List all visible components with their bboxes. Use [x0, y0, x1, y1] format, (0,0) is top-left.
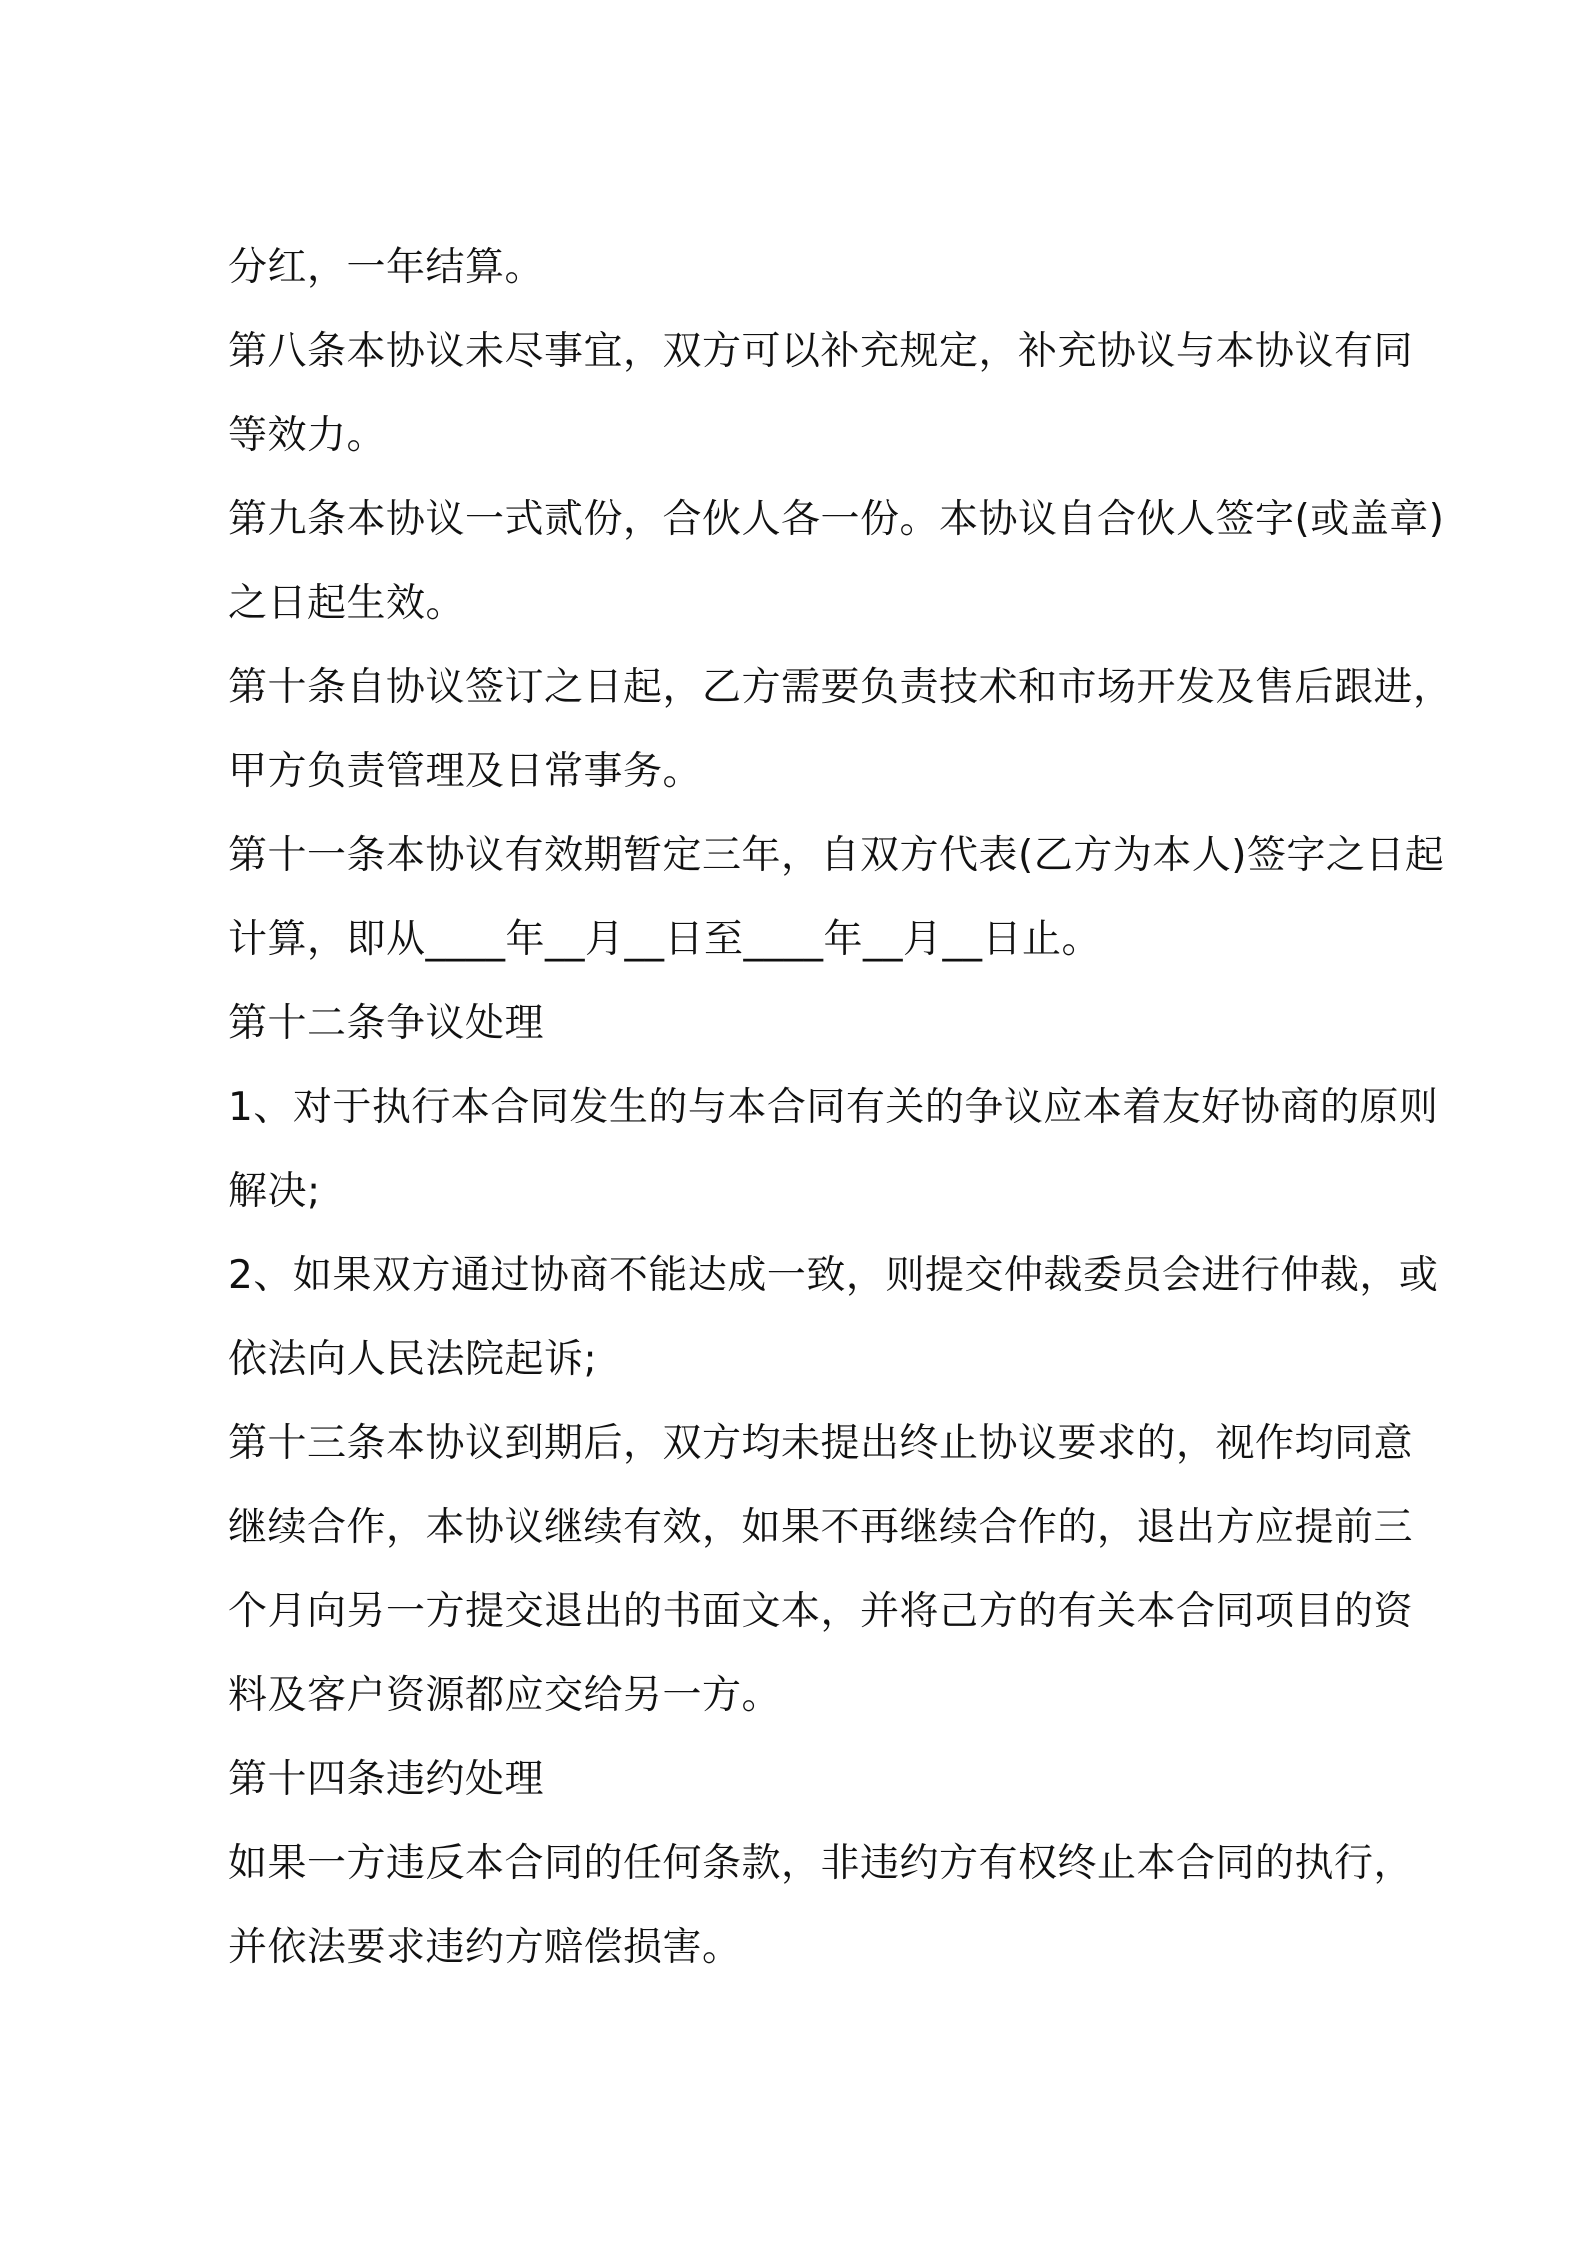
- text-line: 继续合作，本协议继续有效，如果不再继续合作的，退出方应提前三: [228, 1505, 1414, 1550]
- text-line: 料及客户资源都应交给另一方。: [228, 1673, 782, 1718]
- text-line: 等效力。: [228, 413, 387, 458]
- section-heading: 第十四条违约处理: [228, 1757, 545, 1802]
- text-line: 并依法要求违约方赔偿损害。: [228, 1925, 742, 1970]
- text-line: 第十一条本协议有效期暂定三年，自双方代表(乙方为本人)签字之日起: [228, 833, 1445, 878]
- section-heading: 第十二条争议处理: [228, 1001, 545, 1046]
- text-line: 依法向人民法院起诉;: [228, 1337, 598, 1382]
- text-line: 1、对于执行本合同发生的与本合同有关的争议应本着友好协商的原则: [228, 1085, 1439, 1130]
- text-line: 甲方负责管理及日常事务。: [228, 749, 703, 794]
- text-line: 第九条本协议一式贰份，合伙人各一份。本协议自合伙人签字(或盖章): [228, 497, 1445, 542]
- text-line: 之日起生效。: [228, 581, 466, 626]
- text-line: 计算，即从____年__月__日至____年__月__日止。: [228, 917, 1102, 962]
- text-line: 解决;: [228, 1169, 321, 1214]
- document-body: [228, 226, 1453, 1990]
- text-line: 如果一方违反本合同的任何条款，非违约方有权终止本合同的执行，: [228, 1841, 1414, 1886]
- text-line: 2、如果双方通过协商不能达成一致，则提交仲裁委员会进行仲裁，或: [228, 1253, 1439, 1298]
- text-line: 个月向另一方提交退出的书面文本，并将己方的有关本合同项目的资: [228, 1589, 1414, 1634]
- text-line: 第十条自协议签订之日起，乙方需要负责技术和市场开发及售后跟进，: [228, 665, 1453, 710]
- text-line: 第十三条本协议到期后，双方均未提出终止协议要求的，视作均同意: [228, 1421, 1414, 1466]
- text-line: 分红，一年结算。: [228, 245, 545, 290]
- text-line: 第八条本协议未尽事宜，双方可以补充规定，补充协议与本协议有同: [228, 329, 1414, 374]
